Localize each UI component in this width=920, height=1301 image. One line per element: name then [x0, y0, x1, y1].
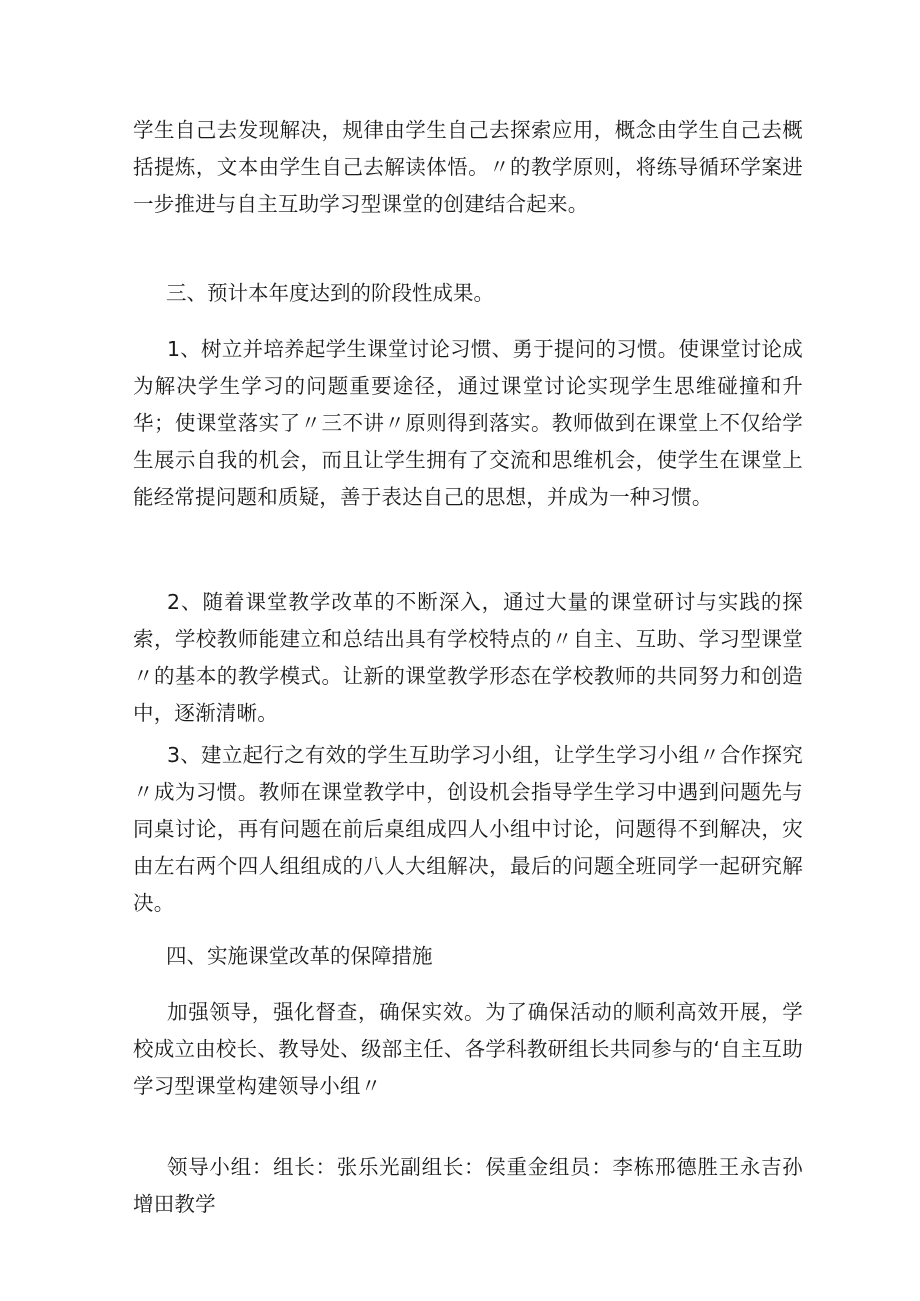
- item-3-paragraph: 3、建立起行之有效的学生互助学习小组，让学生学习小组〃合作探究〃成为习惯。教师在课堂教学中，创设机会指导学生学习中遇到问题先与同桌讨论，再有问题在前后桌组成四人小组中讨论，问题得不到解决，灾由左右两个四人组组成的八人大组解决，最后的问题全班同学一起研究解决。: [133, 743, 803, 915]
- section-4-heading: 四、实施课堂改革的保障措施: [166, 944, 433, 968]
- measures-paragraph: 加强领导，强化督查，确保实效。为了确保活动的顺利高效开展，学校成立由校长、教导处、级部主任、各学科教研组长共同参与的‘自主互助学习型课堂构建领导小组〃: [133, 1000, 803, 1098]
- continuation-paragraph: 学生自己去发现解决，规律由学生自己去探索应用，概念由学生自己去概括提炼，文本由学生自己去解读体悟。〃的教学原则，将练导循环学案进一步推进与自主互助学习型课堂的创建结合起来。: [133, 118, 803, 216]
- section-3-heading: 三、预计本年度达到的阶段性成果。: [166, 281, 494, 305]
- item-2-paragraph: 2、随着课堂教学改革的不断深入，通过大量的课堂研讨与实践的探索，学校教师能建立和总结出具有学校特点的〃自主、互助、学习型课堂〃的基本的教学模式。让新的课堂教学形态在学校教师的共同努力和创造中，逐渐清晰。: [133, 590, 803, 725]
- leadership-paragraph: 领导小组：组长：张乐光副组长：侯重金组员：李栋邢德胜王永吉孙增田教学: [133, 1155, 803, 1216]
- item-1-paragraph: 1、树立并培养起学生课堂讨论习惯、勇于提问的习惯。使课堂讨论成为解决学生学习的问题重要途径，通过课堂讨论实现学生思维碰撞和升华；使课堂落实了〃三不讲〃原则得到落实。教师做到在课堂上不仅给学生展示自我的机会，而且让学生拥有了交流和思维机会，使学生在课堂上能经常提问题和质疑，善于表达自己的思想，并成为一种习惯。: [133, 337, 803, 509]
